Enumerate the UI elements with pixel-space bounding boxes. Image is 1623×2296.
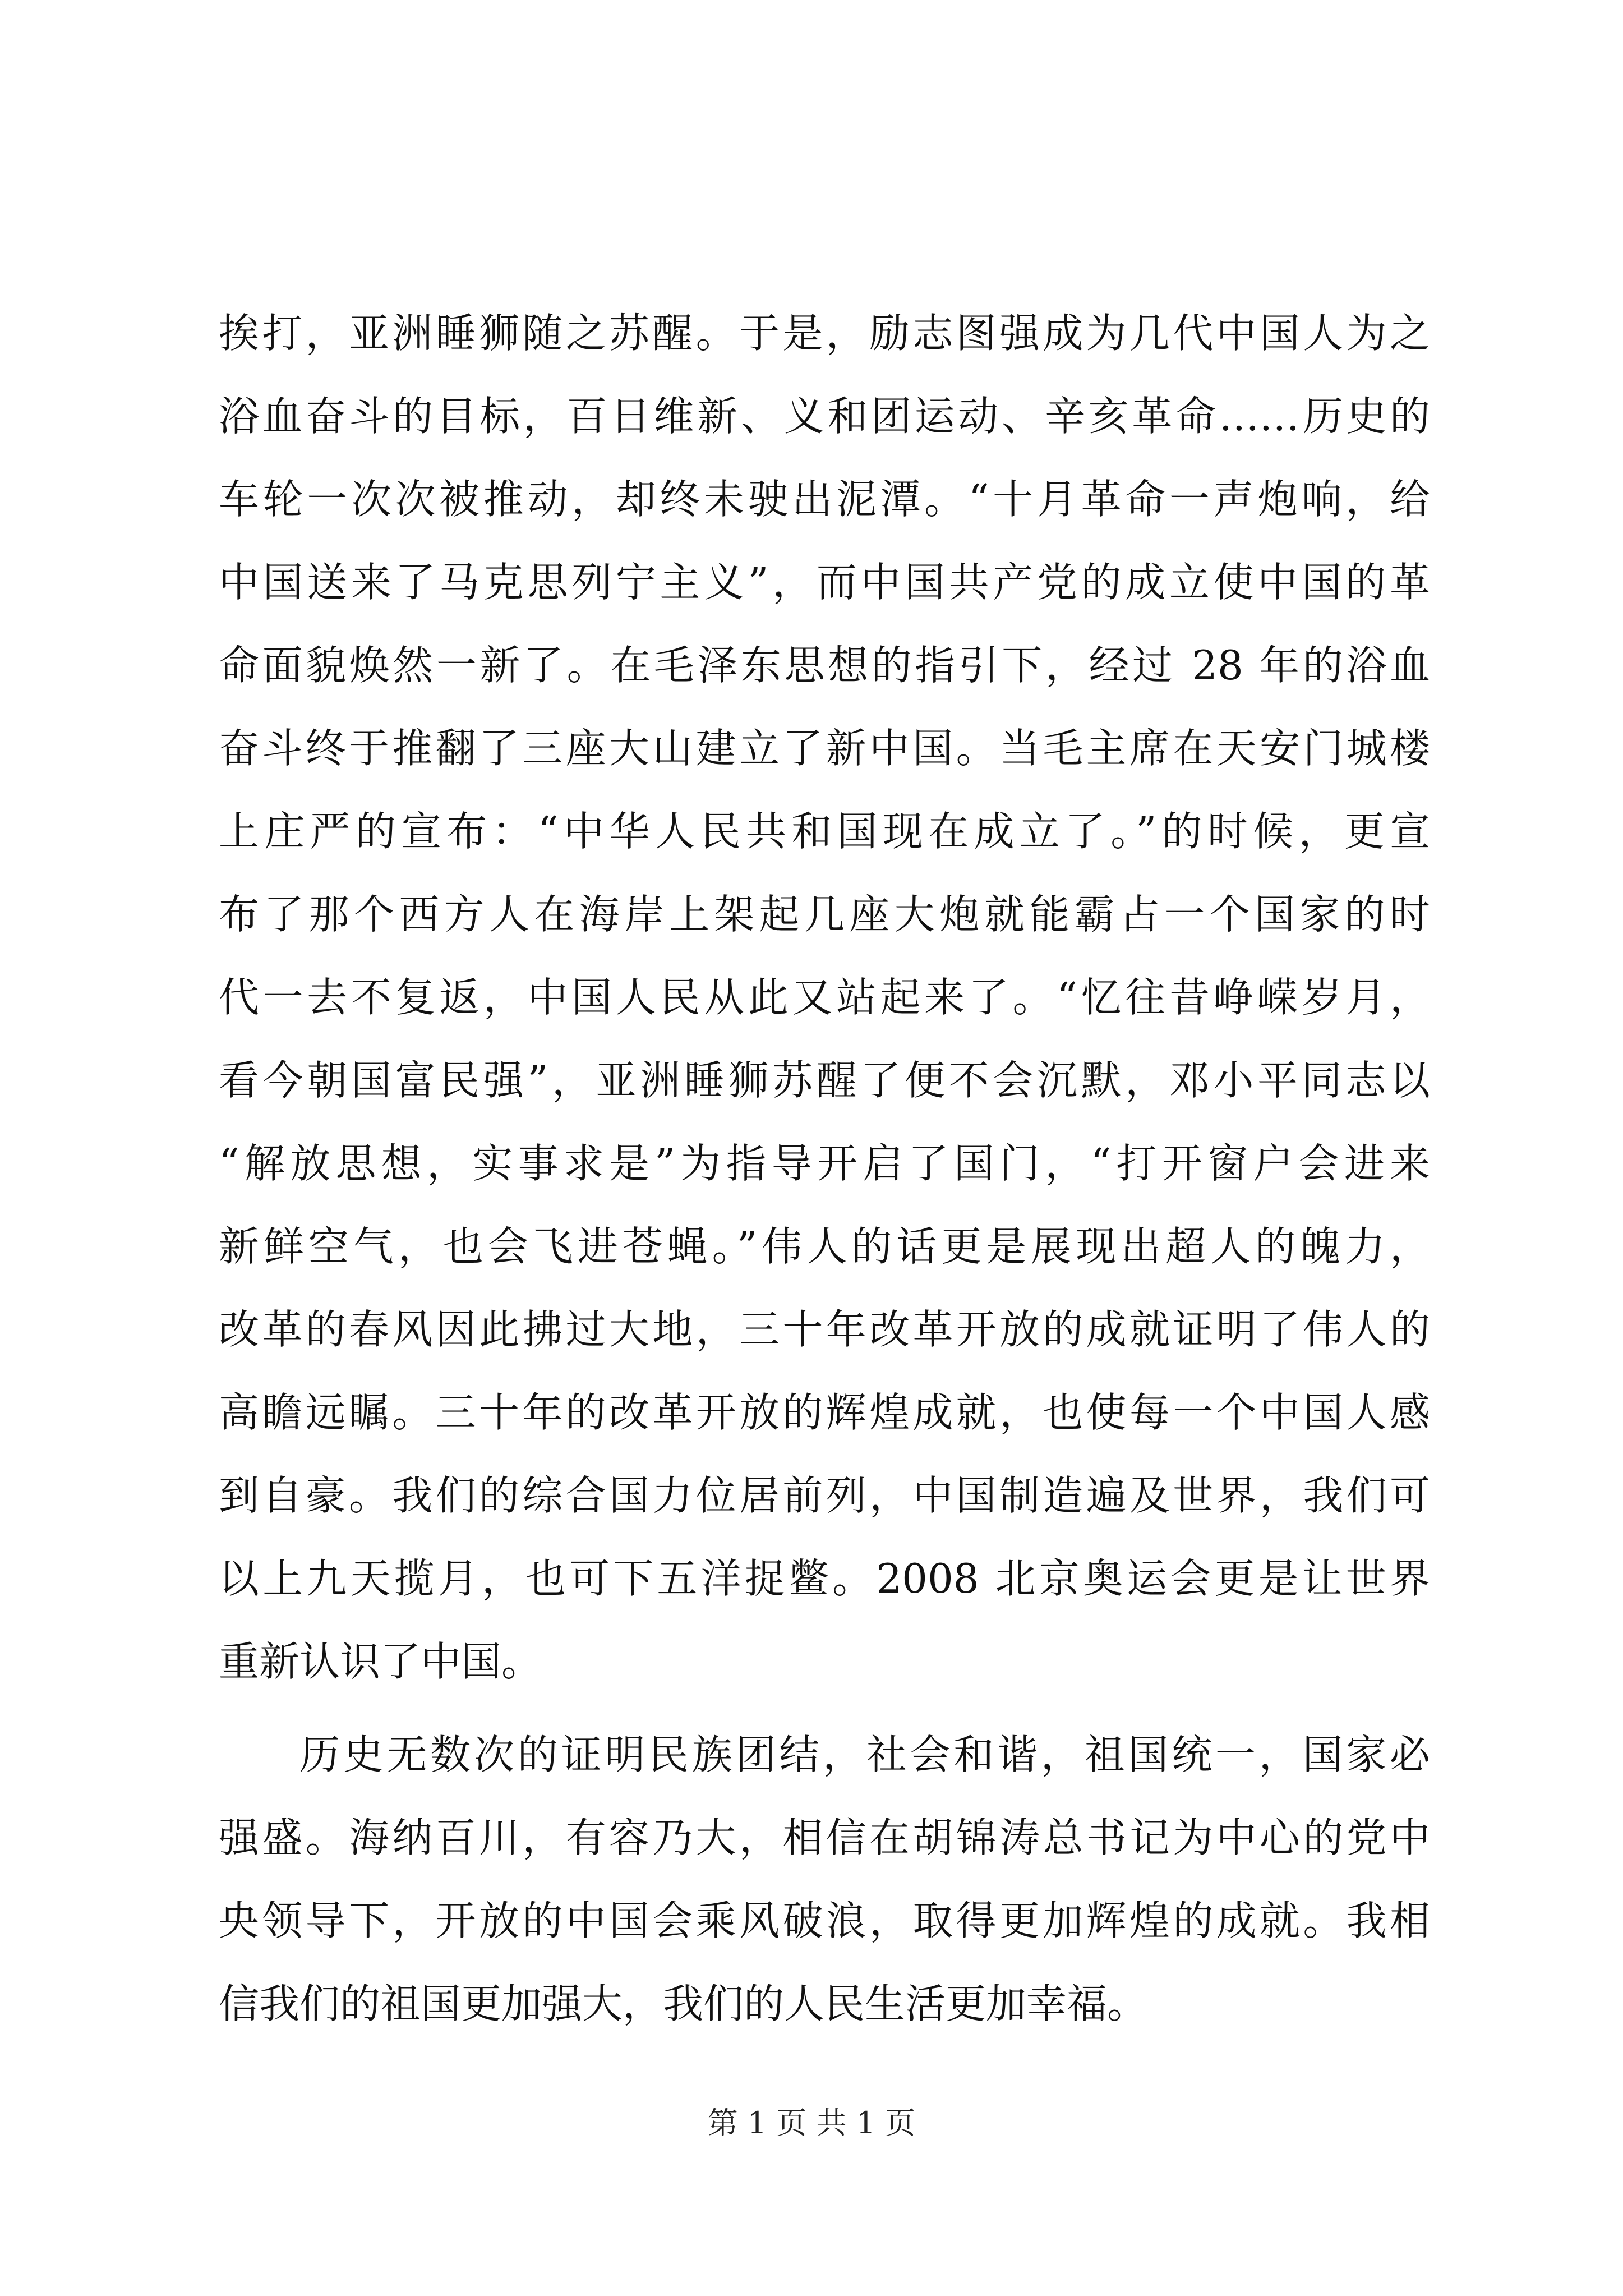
text-line: 浴血奋斗的目标，百日维新、义和团运动、辛亥革命……历史的 <box>219 393 1430 440</box>
text-line: 改革的春风因此拂过大地，三十年改革开放的成就证明了伟人的 <box>219 1306 1430 1353</box>
text-line: 车轮一次次被推动，却终未驶出泥潭。“十月革命一声炮响，给 <box>219 476 1430 523</box>
text-line: 命面貌焕然一新了。在毛泽东思想的指引下，经过 28 年的浴血 <box>219 642 1430 689</box>
text-line: 代一去不复返，中国人民从此又站起来了。“忆往昔峥嵘岁月， <box>219 974 1430 1021</box>
text-line: 高瞻远瞩。三十年的改革开放的辉煌成就，也使每一个中国人感 <box>219 1389 1430 1436</box>
text-line: 新鲜空气，也会飞进苍蝇。”伟人的话更是展现出超人的魄力， <box>219 1223 1430 1270</box>
text-line: 奋斗终于推翻了三座大山建立了新中国。当毛主席在天安门城楼 <box>219 725 1430 772</box>
text-line: 央领导下，开放的中国会乘风破浪，取得更加辉煌的成就。我相 <box>219 1897 1430 1944</box>
text-line: 到自豪。我们的综合国力位居前列，中国制造遍及世界，我们可 <box>219 1472 1430 1519</box>
text-line: 重新认识了中国。 <box>219 1638 542 1685</box>
text-line: 布了那个西方人在海岸上架起几座大炮就能霸占一个国家的时 <box>219 891 1430 938</box>
paragraph-1 <box>219 292 1430 1703</box>
text-line: 以上九天揽月，也可下五洋捉鳖。2008 北京奥运会更是让世界 <box>219 1555 1430 1602</box>
text-line: 挨打，亚洲睡狮随之苏醒。于是，励志图强成为几代中国人为之 <box>219 310 1430 357</box>
paragraph-spacer <box>219 1703 1430 1713</box>
document-body <box>219 292 1430 2045</box>
text-line: 看今朝国富民强”，亚洲睡狮苏醒了便不会沉默，邓小平同志以 <box>219 1057 1430 1104</box>
text-line: 信我们的祖国更加强大，我们的人民生活更加幸福。 <box>219 1980 1148 2027</box>
text-line: 历史无数次的证明民族团结，社会和谐，祖国统一，国家必 <box>299 1731 1430 1778</box>
text-line: “解放思想，实事求是”为指导开启了国门，“打开窗户会进来 <box>219 1140 1430 1187</box>
page-footer: 第 1 页 共 1 页 <box>707 2105 916 2141</box>
text-line: 强盛。海纳百川，有容乃大，相信在胡锦涛总书记为中心的党中 <box>219 1814 1430 1861</box>
text-line: 中国送来了马克思列宁主义”，而中国共产党的成立使中国的革 <box>219 559 1430 606</box>
text-line: 上庄严的宣布：“中华人民共和国现在成立了。”的时候，更宣 <box>219 808 1430 855</box>
paragraph-2 <box>219 1713 1430 2045</box>
